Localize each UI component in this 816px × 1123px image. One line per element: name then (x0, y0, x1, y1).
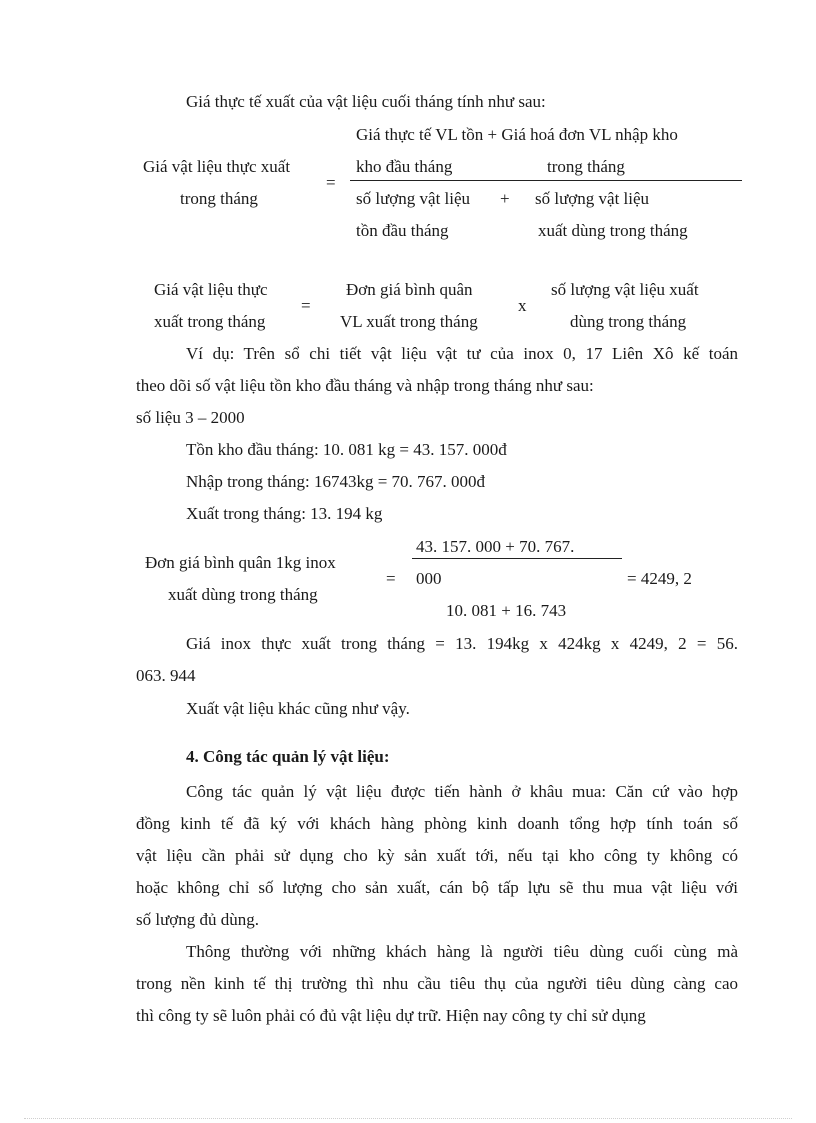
formula1-denominator-left-line1: số lượng vật liệu (356, 189, 471, 208)
formula1-denominator-left-line2: tồn đầu tháng (356, 221, 449, 240)
paragraph-line: vật liệu cần phải sử dụng cho kỳ sản xuất tới, nếu tại kho công ty không có (136, 846, 738, 865)
formula2-mid-line1: Đơn giá bình quân (346, 280, 473, 299)
section-heading: 4. Công tác quản lý vật liệu: (186, 747, 390, 766)
formula1-denominator-right-line2: xuất dùng trong tháng (538, 221, 688, 240)
formula3-lhs-line2: xuất dùng trong tháng (168, 585, 318, 604)
formula2-lhs-line1: Giá vật liệu thực (154, 280, 268, 299)
example-export: Xuất trong tháng: 13. 194 kg (186, 504, 383, 523)
example-stock: Tồn kho đầu tháng: 10. 081 kg = 43. 157. 000đ (186, 440, 507, 459)
formula1-denominator-plus: + (500, 189, 510, 208)
formula3-numerator-line2: 000 (416, 569, 442, 588)
intro-text: Giá thực tế xuất của vật liệu cuối tháng tính như sau: (186, 92, 546, 111)
formula1-lhs-line2: trong tháng (180, 189, 258, 208)
formula1-numerator-left: kho đầu tháng (356, 157, 453, 176)
formula2-times: x (518, 296, 527, 315)
paragraph-line: Công tác quản lý vật liệu được tiến hành ở khâu mua: Căn cứ vào hợp (186, 782, 738, 801)
formula3-equals: = (386, 569, 396, 588)
paragraph-line: thì công ty sẽ luôn phải có đủ vật liệu dự trữ. Hiện nay công ty chỉ sử dụng (136, 1006, 646, 1025)
paragraph-line: Thông thường với những khách hàng là người tiêu dùng cuối cùng mà (186, 942, 738, 961)
paragraph-line: đồng kinh tế đã ký với khách hàng phòng kinh doanh tổng hợp tính toán số (136, 814, 738, 833)
paragraph-line: hoặc không chỉ số lượng cho sản xuất, cán bộ tấp lựu sẽ thu mua vật liệu với (136, 878, 738, 897)
formula2-mid-line2: VL xuất trong tháng (340, 312, 478, 331)
formula2-rhs-line2: dùng trong tháng (570, 312, 687, 331)
formula3-fraction-bar (412, 558, 622, 559)
formula2-rhs-line1: số lượng vật liệu xuất (551, 280, 699, 299)
page-bottom-divider (24, 1118, 792, 1119)
formula1-lhs-line1: Giá vật liệu thực xuất (143, 157, 291, 176)
example-import: Nhập trong tháng: 16743kg = 70. 767. 000đ (186, 472, 486, 491)
formula2-lhs-line2: xuất trong tháng (154, 312, 266, 331)
formula3-denominator: 10. 081 + 16. 743 (446, 601, 567, 620)
formula3-numerator-line1: 43. 157. 000 + 70. 767. (416, 537, 575, 556)
formula3-lhs-line1: Đơn giá bình quân 1kg inox (145, 553, 336, 572)
formula1-numerator-top: Giá thực tế VL tồn + Giá hoá đơn VL nhập kho (356, 125, 678, 144)
formula2-equals: = (301, 296, 311, 315)
formula1-numerator-right: trong tháng (547, 157, 625, 176)
formula1-equals: = (326, 173, 336, 192)
calc-line3: Xuất vật liệu khác cũng như vậy. (186, 699, 410, 718)
formula3-result: = 4249, 2 (627, 569, 692, 588)
calc-line1: Giá inox thực xuất trong tháng = 13. 194kg x 424kg x 4249, 2 = 56. (186, 634, 738, 653)
example-line3: số liệu 3 – 2000 (136, 408, 245, 427)
calc-line2: 063. 944 (136, 666, 196, 685)
example-line1: Ví dụ: Trên sổ chi tiết vật liệu vật tư của inox 0, 17 Liên Xô kế toán (186, 344, 738, 363)
formula1-denominator-right-line1: số lượng vật liệu (535, 189, 650, 208)
paragraph-line: trong nền kinh tế thị trường thì nhu cầu tiêu thụ của người tiêu dùng càng cao (136, 974, 738, 993)
formula1-fraction-bar (350, 180, 742, 181)
example-line2: theo dõi số vật liệu tồn kho đầu tháng và nhập trong tháng như sau: (136, 376, 594, 395)
paragraph-line: số lượng đủ dùng. (136, 910, 260, 929)
